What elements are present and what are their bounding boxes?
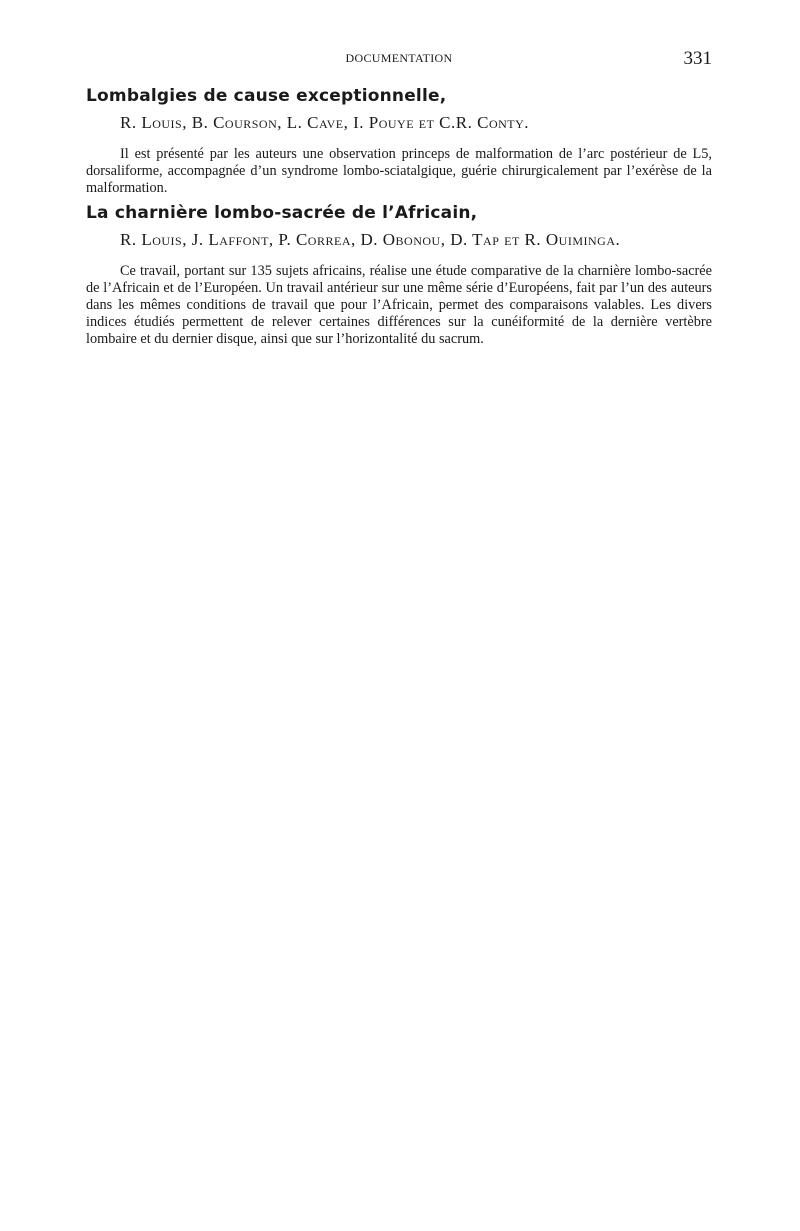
page-header [86, 48, 712, 72]
page-number: 331 [683, 48, 712, 69]
article-title: La charnière lombo-sacrée de l’Africain, [86, 203, 478, 223]
article-authors: R. Louis, J. Laffont, P. Correa, D. Obonou, D. Tap et R. Ouiminga. [120, 230, 621, 249]
article-title: Lombalgies de cause exceptionnelle, [86, 86, 447, 106]
article-lombalgies [86, 85, 712, 197]
article-charniere-lombo-sacree [86, 202, 712, 348]
running-title: DOCUMENTATION [345, 51, 453, 65]
article-authors: R. Louis, B. Courson, L. Cave, I. Pouye et C.R. Conty. [120, 113, 530, 132]
article-abstract: Il est présenté par les auteurs une observation princeps de malformation de l’arc postérieur de L5, dorsaliforme, accompagnée d’un syndrome lombo-sciatalgique, guérie chirurgicalement par l’exérèse de la malformation. [86, 146, 712, 196]
article-abstract: Ce travail, portant sur 135 sujets africains, réalise une étude comparative de la charnière lombo-sacrée de l’Africain et de l’Européen. Un travail antérieur sur une même série d’Européens, fait par l’un des auteurs dans les mêmes conditions de travail que pour l’Africain, permet des comparaisons valables. Les divers indices étudiés permettent de relever certaines différences sur la cunéiformité de la dernière vertèbre lombaire et du dernier disque, ainsi que sur l’horizontalité du sacrum. [86, 263, 712, 347]
